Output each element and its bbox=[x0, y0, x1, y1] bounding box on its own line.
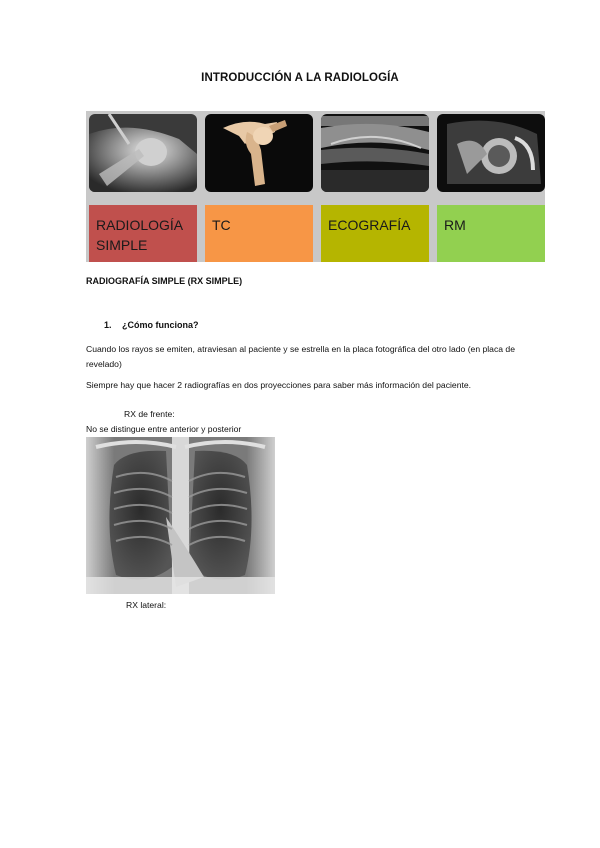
modality-label-radiologia-simple: RADIOLOGÍA SIMPLE bbox=[89, 205, 197, 262]
paragraph-two-projections: Siempre hay que hacer 2 radiografías en dos proyecciones para saber más información del paciente. bbox=[86, 380, 472, 390]
rx-frente-label: RX de frente: bbox=[124, 409, 175, 419]
modality-label-tc: TC bbox=[205, 205, 313, 262]
ct-3d-bones-image bbox=[205, 114, 313, 192]
rx-frente-note: No se distingue entre anterior y posterior bbox=[86, 424, 242, 434]
numbered-list-item bbox=[104, 320, 199, 330]
shoulder-xray-image bbox=[89, 114, 197, 192]
document-title: INTRODUCCIÓN A LA RADIOLOGÍA bbox=[201, 72, 399, 84]
paragraph-how-it-works: Cuando los rayos se emiten, atraviesan al paciente y se estrella en la placa fotográfica del otro lado (en placa de revelado) bbox=[86, 344, 515, 369]
modality-label-rm: RM bbox=[437, 205, 545, 262]
mri-image bbox=[437, 114, 545, 192]
modalities-banner bbox=[86, 111, 545, 262]
rx-lateral-label: RX lateral: bbox=[126, 600, 167, 610]
modality-label-ecografia: ECOGRAFÍA bbox=[321, 205, 429, 262]
list-number: 1. bbox=[104, 320, 112, 330]
ultrasound-image bbox=[321, 114, 429, 192]
list-text: ¿Cómo funciona? bbox=[122, 320, 199, 330]
section-heading: RADIOGRAFÍA SIMPLE (RX SIMPLE) bbox=[86, 276, 243, 286]
chest-xray-frontal-image bbox=[86, 437, 275, 594]
